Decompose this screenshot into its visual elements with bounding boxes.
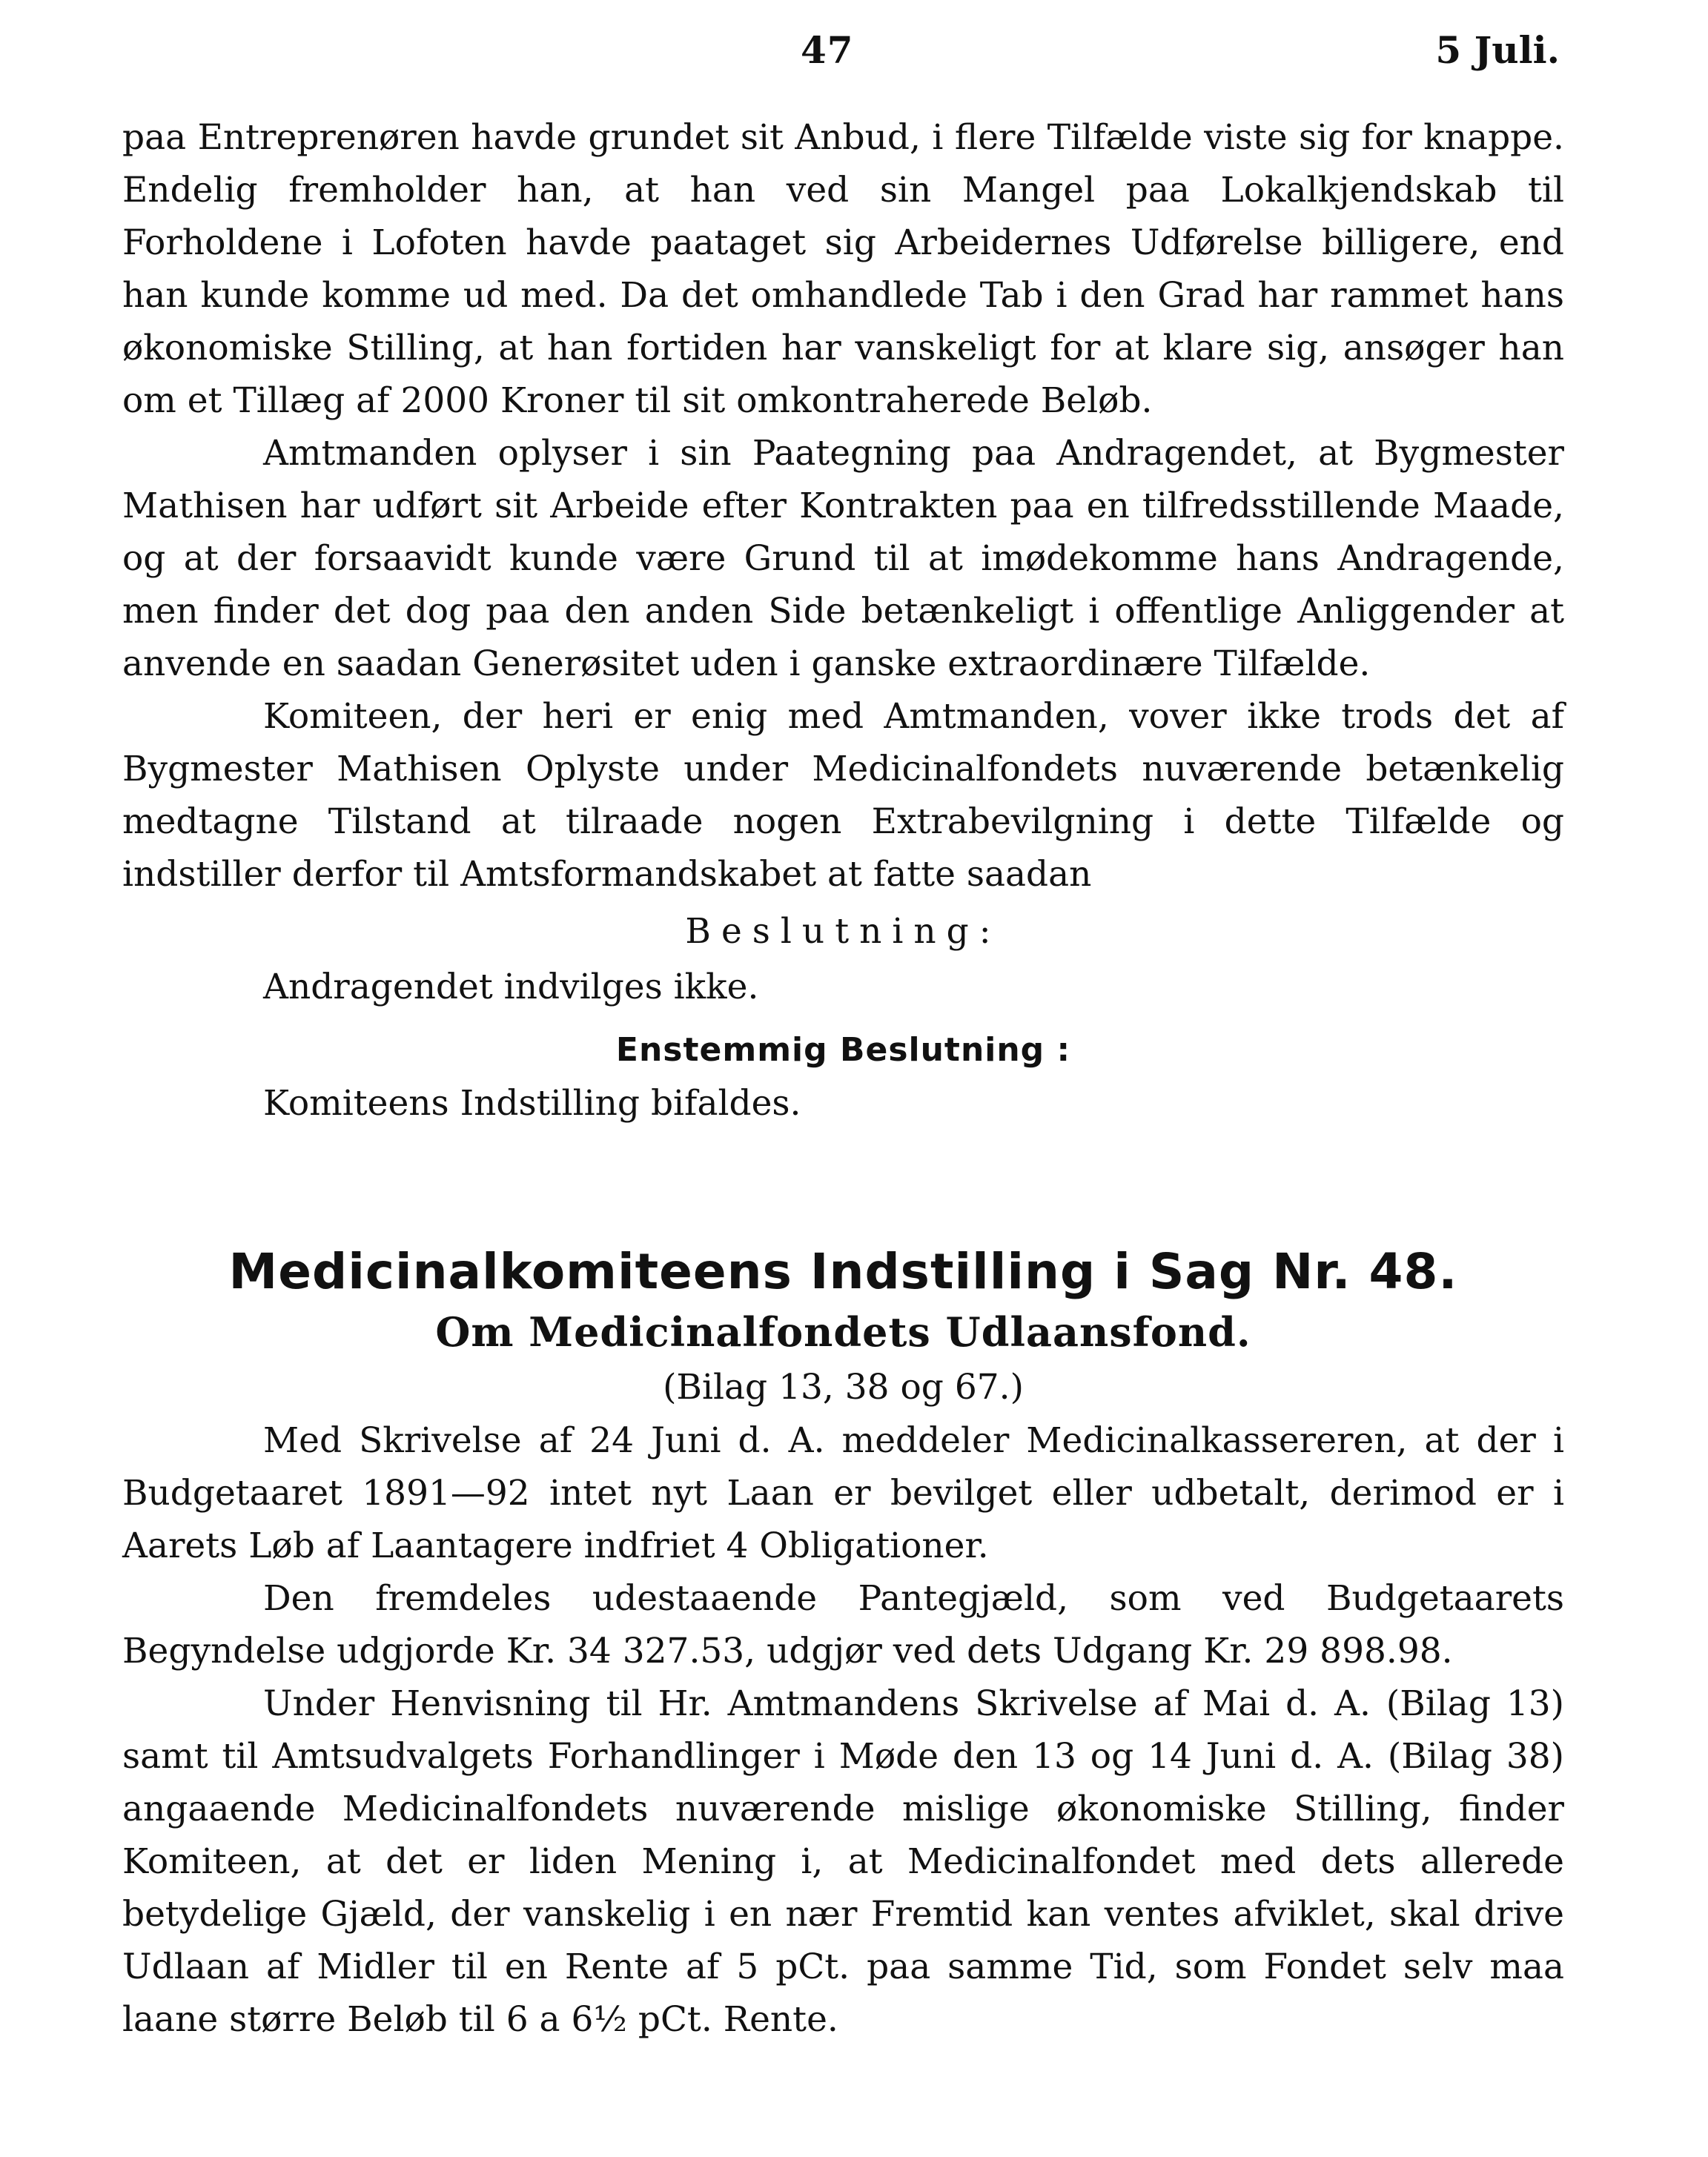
paragraph-pantegjaeld: Den fremdeles udestaaende Pantegjæld, som ved Budgetaarets Begyndelse udgjorde Kr. 34 327.53, udgjør ved dets Udgang Kr. 29 898.98.	[122, 1578, 1564, 1671]
header-date: 5 Juli.	[1435, 28, 1560, 72]
paragraph-henvisning: Under Henvisning til Hr. Amtmandens Skrivelse af Mai d. A. (Bilag 13) samt til Amtsudvalgets Forhandlinger i Møde den 13 og 14 Juni d. A. (Bilag 38) angaaende Medicinalfondets nuværende mislige økonomiske Stilling, finder Komiteen, at det er liden Mening i, at Medicinalfondet med dets allerede betydelige Gjæld, der vanskelig i en nær Fremtid kan ventes afviklet, skal drive Udlaan af Midler til en Rente af 5 pCt. paa samme Tid, som Fondet selv maa laane større Beløb til 6 a 6½ pCt. Rente.	[122, 1683, 1564, 2040]
unanimous-resolution-heading: Enstemmig Beslutning :	[615, 1031, 1071, 1069]
paragraph-amtmanden: Amtmanden oplyser i sin Paategning paa Andragendet, at Bygmester Mathisen har udført sit Arbeide efter Kontrakten paa en tilfredsstillende Maade, og at der forsaavidt kunde være Grund til at imødekomme hans Andragende, men finder det dog paa den anden Side betænkeligt i offentlige Anliggender at anvende en saadan Generøsitet uden i ganske extraordinære Tilfælde.	[122, 433, 1564, 684]
paragraph-continued: paa Entreprenøren havde grundet sit Anbud, i flere Tilfælde viste sig for knappe. Endelig fremholder han, at han ved sin Mangel paa Lokalkjendskab til Forholdene i Lofoten havde paataget sig Arbeidernes Udførelse billigere, end han kunde komme ud med. Da det omhandlede Tab i den Grad har rammet hans økonomiske Stilling, at han fortiden har vanskeligt for at klare sig, ansøger han om et Tillæg af 2000 Kroner til sit omkontraherede Beløb.	[122, 117, 1564, 421]
paragraph-komiteen: Komiteen, der heri er enig med Amtmanden, vover ikke trods det af Bygmester Mathisen Oplyste under Medicinalfondets nuværende betænkelig medtagne Tilstand at tilraade nogen Extrabevilgning i dette Tilfælde og indstiller derfor til Amtsformandskabet at fatte saadan	[122, 696, 1564, 895]
section-title: Medicinalkomiteens Indstilling i Sag Nr. 48.	[228, 1243, 1458, 1300]
bilag-reference: (Bilag 13, 38 og 67.)	[663, 1367, 1024, 1408]
document-body	[122, 111, 1564, 2046]
paragraph-skrivelse: Med Skrivelse af 24 Juni d. A. meddeler Medicinalkassereren, at der i Budgetaaret 1891—92 intet nyt Laan er bevilget eller udbetalt, derimod er i Aarets Løb af Laantagere indfriet 4 Obligationer.	[122, 1420, 1564, 1566]
unanimous-resolution-text: Komiteens Indstilling bifaldes.	[263, 1083, 801, 1124]
resolution-text: Andragendet indvilges ikke.	[263, 967, 759, 1007]
page-header	[0, 21, 1708, 87]
section-subtitle: Om Medicinalfondets Udlaansfond.	[435, 1308, 1251, 1356]
page-number: 47	[801, 28, 854, 72]
resolution-heading: Beslutning:	[685, 911, 1002, 952]
